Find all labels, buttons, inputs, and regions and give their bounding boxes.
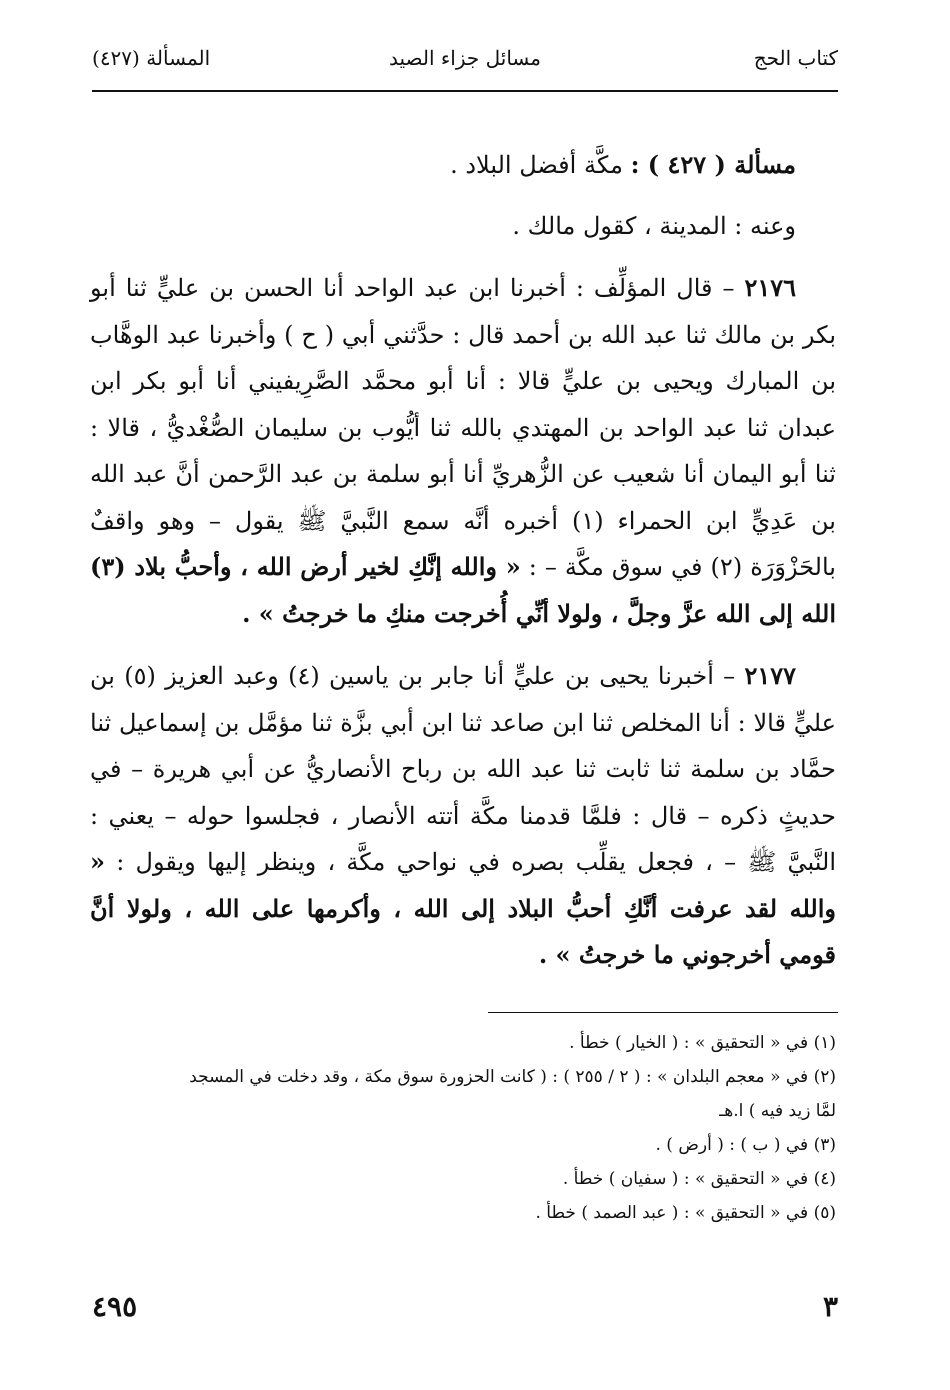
page-number: ٤٩٥ (92, 1290, 138, 1323)
footnote-3 (90, 1128, 836, 1162)
footnote-2-continuation: لمَّا زيد فيه ) ا.هـ (719, 1101, 836, 1121)
issue-statement: مكَّة أفضل البلاد . (450, 151, 631, 179)
footnote-text: في « التحقيق » : ( الخيار ) خطأ . (569, 1033, 814, 1053)
main-text (90, 142, 836, 979)
volume-number: ٣ (822, 1290, 838, 1323)
footnote-mark: (٤) (813, 1169, 836, 1189)
hadith-2176-isnad: – قال المؤلِّف : أخبرنا ابن عبد الواحد أنا الحسن بن عليٍّ ثنا أبو بكر بن مالك ثنا عبد الله بن أحمد قال : حدَّثني أبي ( ح ) وأخبرنا عبد الوهَّاب بن المبارك ويحيى بن عليٍّ قالا : أنا أبو محمَّد الصَّرِيفيني أنا أبو بكر ابن عبدان ثنا عبد الواحد بن المهتدي بالله ثنا أيُّوب بن سليمان الصُّغْديُّ ، قالا : ثنا أبو اليمان أنا شعيب عن الزُّهريِّ أنا أبو سلمة بن عبد الرَّحمن أنَّ عبد الله بن عَدِيٍّ ابن الحمراء (١) أخبره أنَّه سمع النَّبيَّ ﷺ يقول – وهو واقفٌ بالحَزْوَرَة (٢) في سوق مكَّة – : (90, 274, 836, 581)
footnote-text: في « التحقيق » : ( عبد الصمد ) خطأ . (535, 1203, 814, 1223)
footnote-text: في « معجم البلدان » : ( ٢ / ٢٥٥ ) : ( كانت الحزورة سوق مكة ، وقد دخلت في المسجد (189, 1067, 814, 1087)
chapter-title: مسائل جزاء الصيد (389, 46, 541, 70)
footnote-mark: (١) (813, 1033, 836, 1053)
hadith-2177-number: ٢١٧٧ (744, 661, 796, 690)
hadith-2177-matn: « والله لقد عرفت أنَّكِ أحبُّ البلاد إلى الله ، وأكرمها على الله ، ولولا أنَّ قومي أخرجوني ما خرجتُ » . (90, 847, 837, 969)
hadith-2176-number: ٢١٧٦ (744, 273, 796, 302)
hadith-2176-matn: « والله إنَّكِ لخير أرض الله ، وأحبُّ بلاد (٣) الله إلى الله عزَّ وجلَّ ، ولولا أنِّي أُخرجت منكِ ما خرجتُ » . (90, 552, 836, 628)
issue-paragraph (90, 142, 836, 189)
issue-label: المسألة (٤٢٧) (92, 46, 211, 70)
header-rule (92, 90, 838, 92)
footnote-2 (90, 1060, 836, 1094)
footnote-1 (90, 1026, 836, 1060)
hadith-2177-isnad: – أخبرنا يحيى بن عليٍّ أنا جابر بن ياسين (٤) وعبد العزيز (٥) بن عليٍّ قالا : أنا المخلص ثنا ابن صاعد ثنا ابن أبي بزَّة ثنا مؤمَّل بن إسماعيل ثنا حمَّاد بن سلمة ثنا ثابت ثنا عبد الله بن رباح الأنصاريُّ عن أبي هريرة – في حديثٍ ذكره – قال : فلمَّا قدمنا مكَّة أتته الأنصار ، فجلسوا حوله – يعني : النَّبيَّ ﷺ – ، فجعل يقلِّب بصره في نواحي مكَّة ، وينظر إليها ويقول : (90, 662, 836, 876)
running-header (92, 46, 838, 80)
footnotes (90, 1026, 836, 1230)
footnote-text: في ( ب ) : ( أرض ) . (655, 1135, 814, 1155)
footnote-mark: (٥) (813, 1203, 836, 1223)
issue-counter-view: وعنه : المدينة ، كقول مالك . (512, 211, 796, 240)
footnote-rule (488, 1012, 838, 1013)
book-title: كتاب الحج (753, 46, 838, 70)
footnote-5 (90, 1196, 836, 1230)
hadith-2176 (90, 265, 836, 637)
footnote-text: في « التحقيق » : ( سفيان ) خطأ . (562, 1169, 814, 1189)
footnote-mark: (٢) (813, 1067, 836, 1087)
footnote-4 (90, 1162, 836, 1196)
hadith-2177 (90, 653, 836, 979)
footnote-mark: (٣) (813, 1135, 836, 1155)
issue-heading: مسألة ( ٤٢٧ ) : (630, 150, 796, 179)
